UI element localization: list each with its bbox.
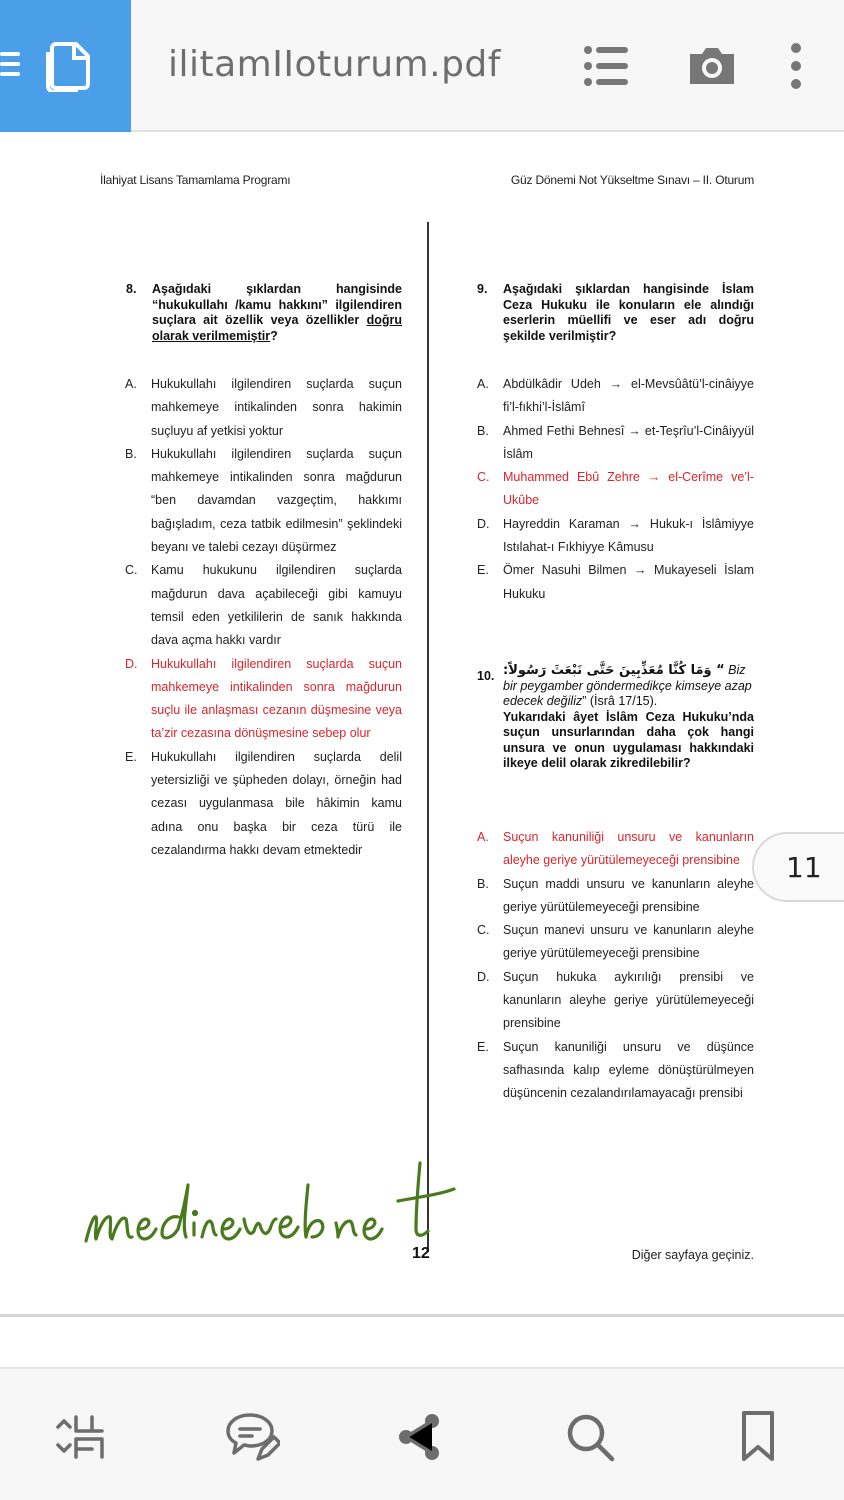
option-c-answer[interactable]: C. Muhammed Ebû Zehre → el-Cerîme ve’l-Ukûbe — [477, 470, 754, 508]
question-9 — [477, 282, 754, 344]
handwritten-signature-watermark — [82, 1145, 462, 1255]
question-8 — [126, 282, 402, 344]
question-text: Aşağıdaki şıklardan hangisinde “hukukullahı /kamu hakkını” ilgilendiren suçlara ait özellik veya özellikler doğru olarak verilmemiştir? — [152, 282, 402, 343]
option-a[interactable]: A. Abdülkâdir Udeh → el-Mevsûâtü’l-cinâiyye fi’l-fıkhi’l-İslâmî — [477, 377, 754, 415]
page-gap — [0, 1317, 844, 1367]
option-c[interactable]: C. Kamu hukukunu ilgilendiren suçlarda mağdurun dava açabileceği gibi kamuyu temsil eden yetkililerin de sanık hakkında dava açma hakkı vardır — [125, 563, 402, 648]
option-b[interactable]: B. Hukukullahı ilgilendiren suçlarda suçun mahkemeye intikalinden sonra mağdurun “ben davamdan vazgeçtim, hakkımı bağışladım, ceza tatbik edilmesin” şeklindeki beyanı ve talebi cezayı düşürmez — [125, 446, 402, 555]
question-8-options — [125, 373, 402, 862]
menu-lines-icon[interactable] — [0, 52, 22, 82]
bookmark-icon[interactable] — [730, 1409, 786, 1465]
comment-icon[interactable] — [224, 1409, 280, 1465]
search-icon[interactable] — [562, 1409, 618, 1465]
page-header-right: Güz Dönemi Not Yükseltme Sınavı – II. Oturum — [510, 173, 754, 187]
option-a-answer[interactable]: A. Suçun kanuniliği unsuru ve kanunların aleyhe geriye yürütülemeyeceği prensibine — [477, 830, 754, 868]
option-b[interactable]: B. Suçun maddi unsuru ve kanunların aleyhe geriye yürütülemeyeceği prensibine — [477, 876, 754, 914]
arabic-verse: “ وَمَا كُنَّا مُعَذِّبِينَ حَتَّى نَبْعَثَ رَسُولاً: — [503, 663, 725, 678]
question-text: Yukarıdaki âyet İslâm Ceza Hukuku’nda suçun unsurlarından daha çok hangi unsura ve onun uygulaması hakkındaki ilkeye delil olarak zikredilebilir? — [503, 709, 754, 770]
option-c[interactable]: C. Suçun manevi unsuru ve kanunların aleyhe geriye yürütülemeyeceği prensibine — [477, 923, 754, 961]
question-9-options — [477, 373, 754, 606]
question-10 — [477, 663, 754, 772]
bottom-toolbar — [0, 1367, 844, 1500]
verse-translation: Biz bir peygamber göndermedikçe kimseye azap edecek değiliz — [503, 663, 752, 708]
column-divider — [427, 222, 429, 1252]
current-page-number: 11 — [786, 851, 822, 884]
question-number: 9. — [477, 282, 488, 296]
next-page-note: Diğer sayfaya geçiniz. — [631, 1248, 754, 1262]
more-vertical-icon[interactable] — [770, 40, 822, 92]
verse-reference: ” (İsrâ 17/15). — [582, 694, 658, 708]
option-d-answer[interactable]: D. Hukukullahı ilgilendiren suçlarda suçun mahkemeye intikalinden sonra mağdurun suçlu ile anlaşması cezanın düşmesine veya ta’zir cezasına dönüşmesine sebep olur — [125, 656, 402, 741]
option-b[interactable]: B. Ahmed Fethi Behnesî → et-Teşrîu’l-Cinâiyyül İslâm — [477, 423, 754, 461]
option-d[interactable]: D. Suçun hukuka aykırılığı prensibi ve kanunların aleyhe geriye yürütülemeyeceği prensibine — [477, 969, 754, 1031]
option-e[interactable]: E. Ömer Nasuhi Bilmen → Mukayeseli İslam Hukuku — [477, 563, 754, 601]
option-e[interactable]: E. Suçun kanuniliği unsuru ve düşünce safhasında kalıp eyleme dönüştürülmeyen düşüncenin cezalandırılamayacağı prensibi — [477, 1039, 754, 1101]
page-jump-icon[interactable] — [52, 1409, 108, 1465]
current-page-indicator[interactable] — [752, 832, 844, 902]
file-name: ilitamIIoturum.pdf — [168, 44, 501, 85]
question-10-options — [477, 826, 754, 1106]
document-button[interactable] — [0, 0, 131, 132]
question-number: 10. — [477, 669, 495, 683]
option-d[interactable]: D. Hayreddin Karaman → Hukuk-ı İslâmiyye Istılahat-ı Fıkhiyye Kâmusu — [477, 516, 754, 555]
option-a[interactable]: A. Hukukullahı ilgilendiren suçlarda suçun mahkemeye intikalinden sonra hakimin suçluyu af yetkisi yoktur — [125, 377, 402, 438]
page-number: 12 — [412, 1245, 430, 1262]
page-header-left: İlahiyat Lisans Tamamlama Programı — [100, 173, 291, 187]
option-e[interactable]: E. Hukukullahı ilgilendiren suçlarda delil yetersizliği ve şüpheden dolayı, örneğin had cezası uygulanmasa bile hâkimin kamu adına onu başka bir ceza türü ile cezalandırma hakkı devam etmektedir — [125, 749, 402, 857]
list-view-icon[interactable] — [580, 40, 632, 92]
document-copy-icon — [42, 40, 92, 92]
top-app-bar — [0, 0, 844, 132]
question-text: Aşağıdaki şıklardan hangisinde İslam Ceza Hukuku ile konuların ele alındığı eserlerin müellifi ve eser adı doğru şekilde verilmiştir? — [503, 282, 754, 343]
camera-icon[interactable] — [686, 40, 738, 92]
share-icon[interactable] — [392, 1409, 448, 1465]
question-number: 8. — [126, 282, 137, 296]
